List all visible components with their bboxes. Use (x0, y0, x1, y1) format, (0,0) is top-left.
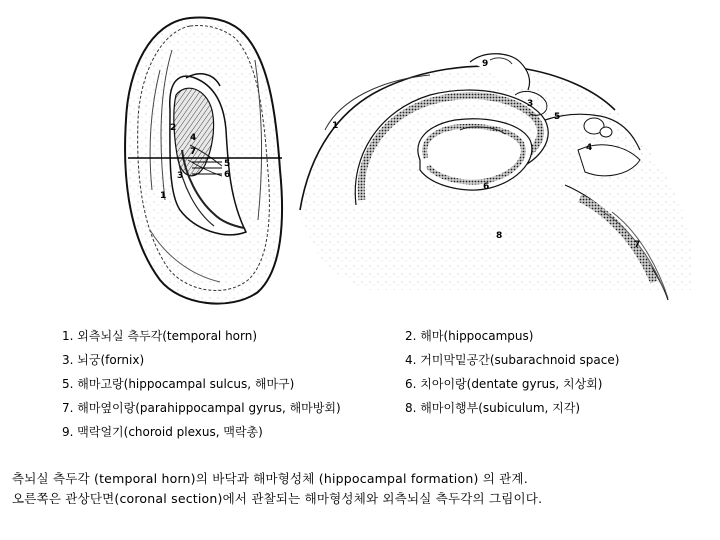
right-label-8: 8 (496, 231, 503, 241)
left-label-6: 6 (224, 170, 231, 180)
legend-item-9: 9. 맥락얼기(choroid plexus, 맥락총) (62, 425, 263, 439)
right-label-5: 5 (554, 112, 561, 122)
legend-item-1: 1. 외측뇌실 측두각(temporal horn) (62, 329, 258, 343)
legend-item-2: 2. 해마(hippocampus) (405, 329, 534, 343)
right-label-4: 4 (586, 143, 593, 153)
legend-item-5: 5. 해마고랑(hippocampal sulcus, 해마구) (62, 377, 295, 391)
temporal-lobe-drawing (125, 18, 282, 304)
left-label-5: 5 (224, 159, 231, 169)
right-label-1: 1 (332, 121, 339, 131)
caption-line-1: 측뇌실 측두각 (temporal horn)의 바닥과 해마형성체 (hippocampal formation) 의 관계. (12, 471, 528, 486)
left-label-7: 7 (190, 147, 197, 157)
right-label-9: 9 (482, 59, 489, 69)
left-label-2: 2 (170, 123, 177, 133)
legend-item-3: 3. 뇌궁(fornix) (62, 353, 145, 367)
legend-item-6: 6. 치아이랑(dentate gyrus, 치상회) (405, 377, 603, 391)
right-label-6: 6 (483, 182, 490, 192)
coronal-section-drawing (300, 54, 694, 300)
right-label-7: 7 (634, 240, 641, 250)
right-label-3: 3 (527, 99, 534, 109)
legend-item-4: 4. 거미막밑공간(subarachnoid space) (405, 353, 620, 367)
left-label-4: 4 (190, 133, 197, 143)
legend-item-8: 8. 해마이행부(subiculum, 지각) (405, 401, 581, 415)
left-label-1: 1 (160, 191, 167, 201)
left-label-3: 3 (177, 171, 184, 181)
caption-line-2: 오른쪽은 관상단면(coronal section)에서 관찰되는 해마형성체와 외측뇌실 측두각의 그림이다. (12, 491, 543, 506)
legend-item-7: 7. 해마옆이랑(parahippocampal gyrus, 해마방회) (62, 401, 341, 415)
